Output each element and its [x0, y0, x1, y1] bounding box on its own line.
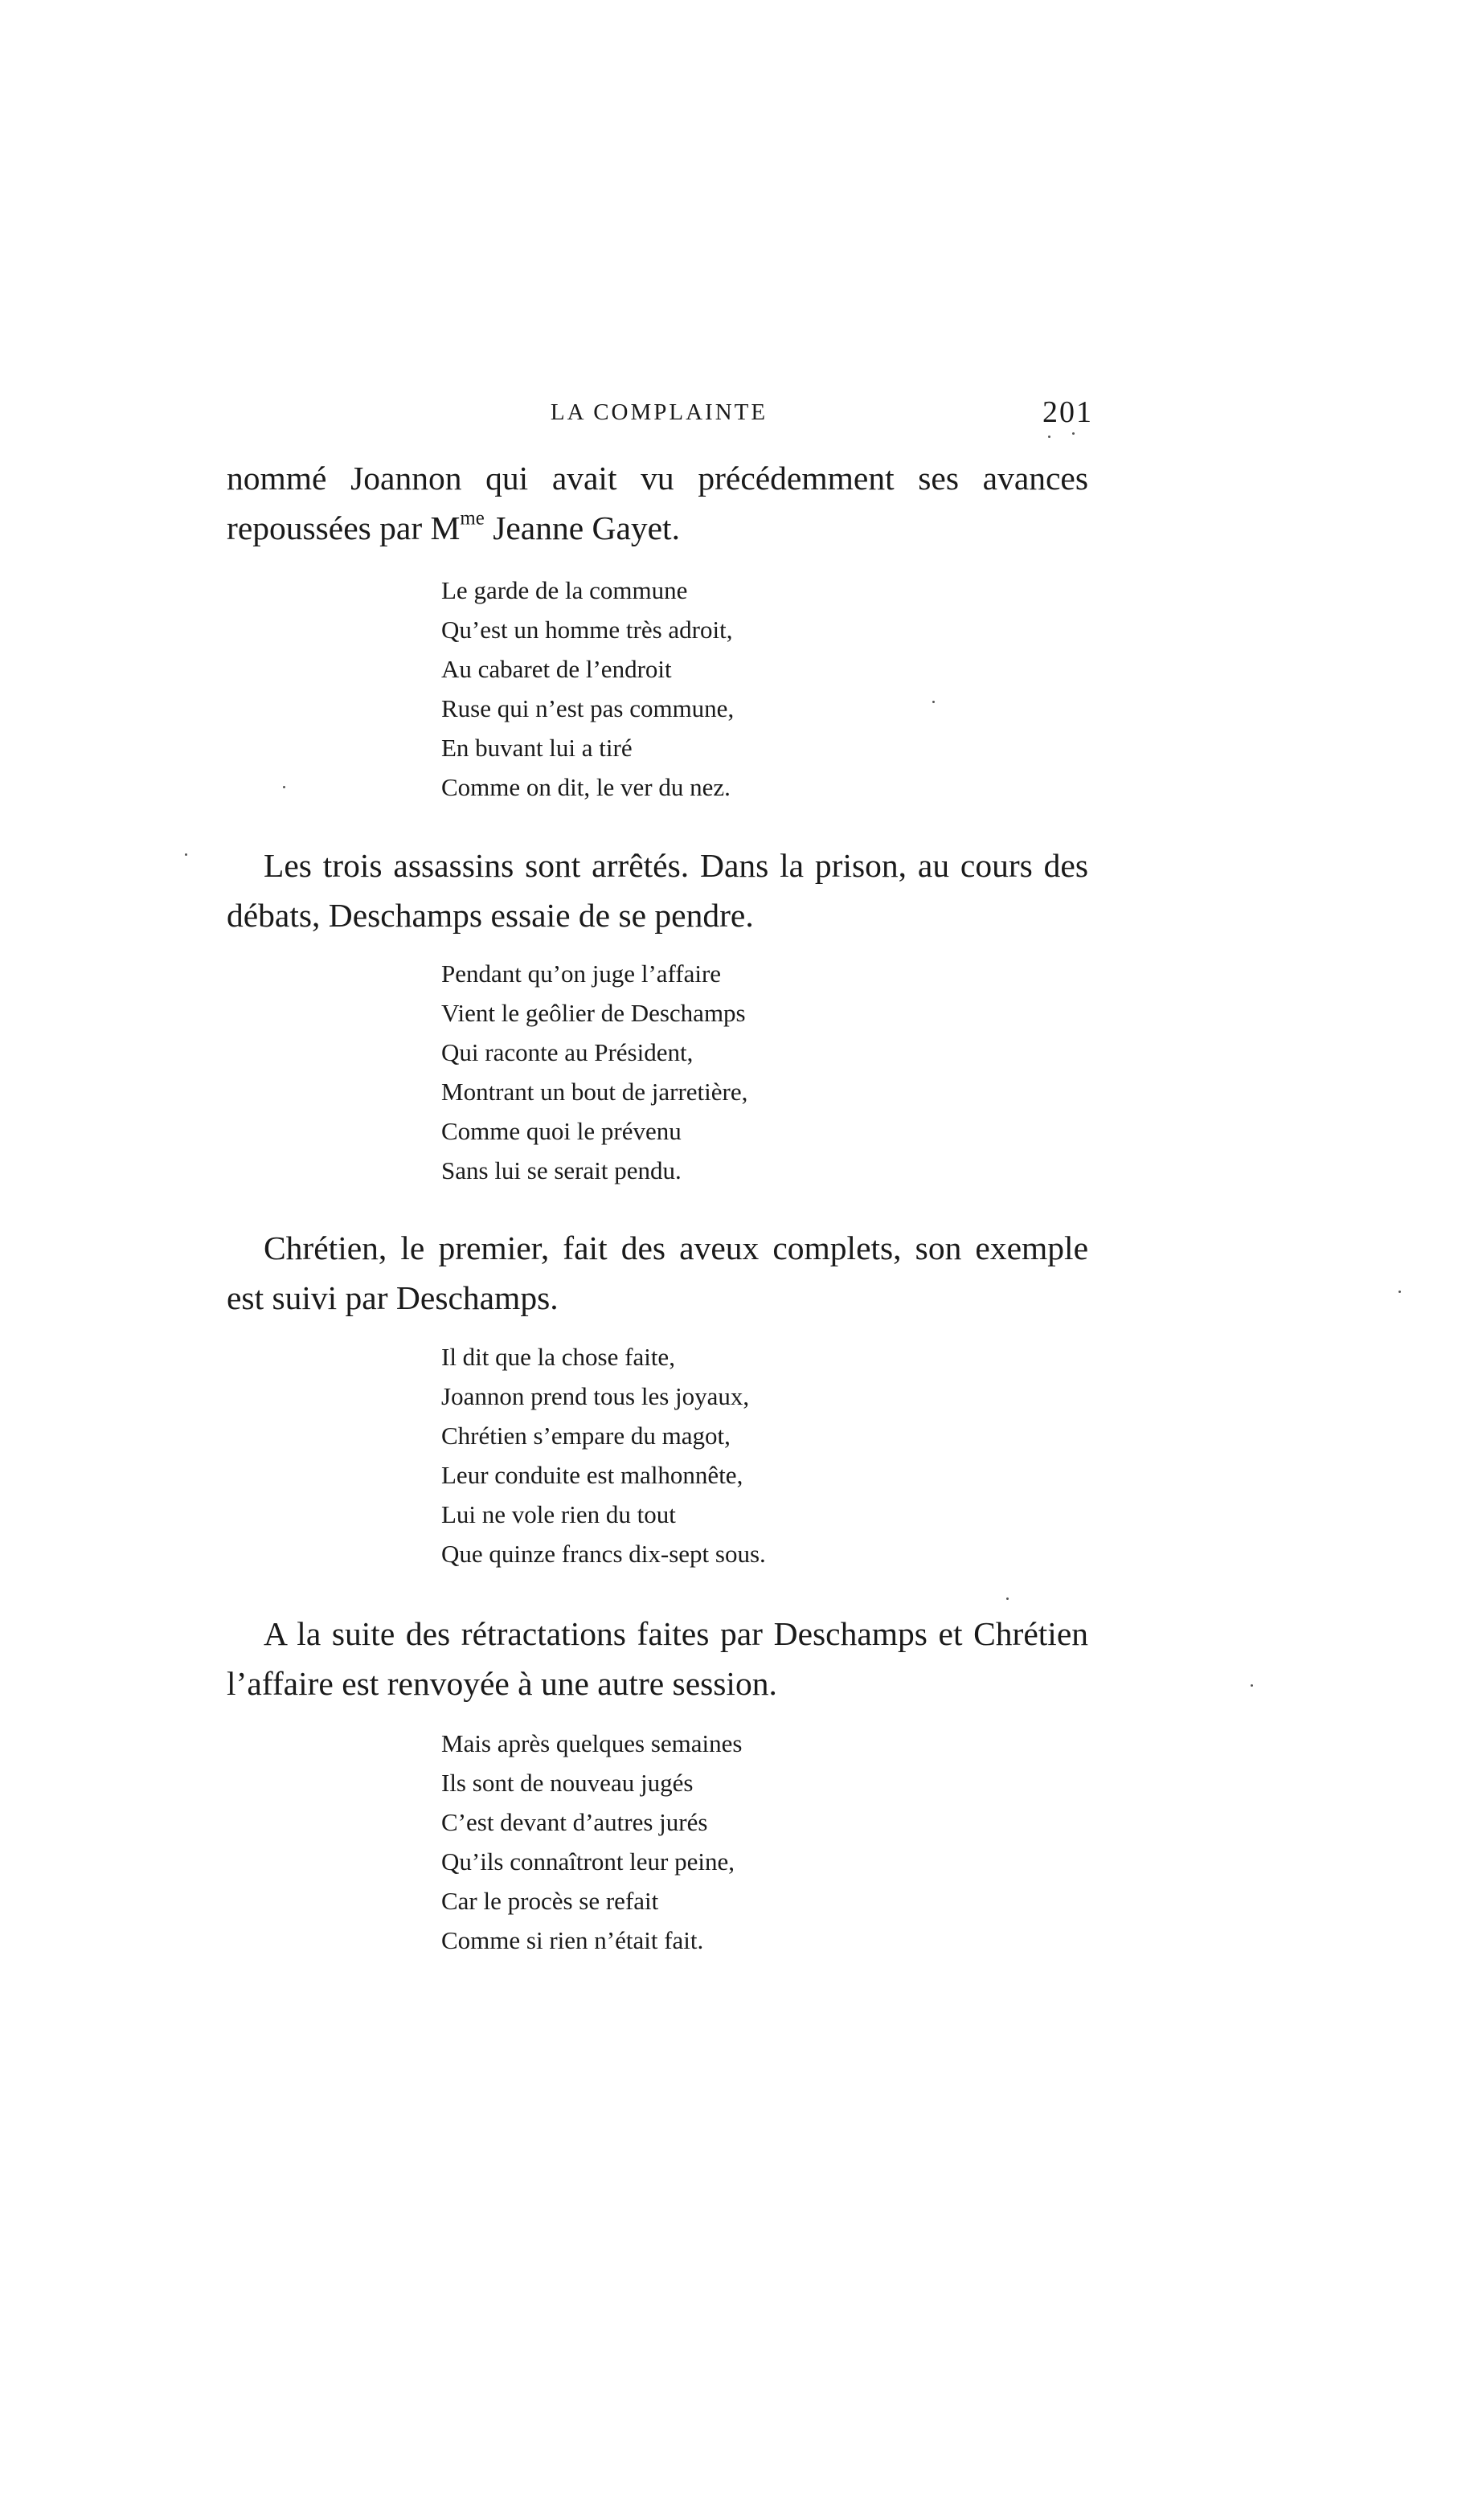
verse-line: Qui raconte au Président,	[441, 1038, 694, 1066]
page-number: 201	[1042, 395, 1093, 429]
verse-line: Qu’ils connaîtront leur peine,	[441, 1847, 735, 1876]
verse-line: Mais après quelques semaines	[441, 1729, 743, 1757]
scan-speck	[283, 786, 285, 788]
paragraph-1-superscript: me	[460, 507, 485, 530]
scan-speck	[1251, 1684, 1253, 1687]
verse-line: Leur conduite est malhonnête,	[441, 1461, 743, 1489]
verse-line: Comme quoi le prévenu	[441, 1117, 682, 1145]
verse-line: Qu’est un homme très adroit,	[441, 616, 733, 644]
paragraph-4-text: A la suite des rétractations faites par Deschamps et Chrétien l’affaire est renvoyée à une autre session.	[227, 1615, 1088, 1702]
verse-line: Au cabaret de l’endroit	[441, 655, 672, 683]
paragraph-4	[227, 1609, 1088, 1708]
paragraph-2-text: Les trois assassins sont arrêtés. Dans la prison, au cours des débats, Deschamps essaie de se pendre.	[227, 847, 1088, 934]
verse-line: Ruse qui n’est pas commune,	[441, 694, 735, 722]
paragraph-3	[227, 1223, 1088, 1323]
verse-line: Ils sont de nouveau jugés	[441, 1769, 694, 1797]
verse-line: Montrant un bout de jarretière,	[441, 1078, 748, 1106]
verse-line: Comme si rien n’était fait.	[441, 1926, 704, 1954]
paragraph-2	[227, 841, 1088, 940]
stanza-1	[441, 571, 734, 807]
verse-line: Comme on dit, le ver du nez.	[441, 773, 731, 801]
verse-line: C’est devant d’autres jurés	[441, 1808, 708, 1836]
verse-line: Le garde de la commune	[441, 576, 688, 604]
verse-line: Lui ne vole rien du tout	[441, 1500, 676, 1528]
verse-line: Vient le geôlier de Deschamps	[441, 999, 746, 1027]
scan-speck	[1398, 1291, 1401, 1293]
verse-line: Sans lui se serait pendu.	[441, 1156, 682, 1184]
stanza-3	[441, 1337, 766, 1573]
scan-speck	[932, 701, 935, 703]
verse-line: Joannon prend tous les joyaux,	[441, 1382, 750, 1410]
verse-line: Chrétien s’empare du magot,	[441, 1422, 731, 1450]
verse-line: Que quinze francs dix-sept sous.	[441, 1540, 766, 1568]
scan-speck	[1006, 1598, 1009, 1600]
scan-speck	[185, 853, 187, 856]
scan-speck	[1072, 432, 1075, 435]
stanza-4	[441, 1724, 742, 1960]
scan-speck	[1048, 436, 1050, 438]
running-title: LA COMPLAINTE	[550, 399, 768, 425]
verse-line: Pendant qu’on juge l’affaire	[441, 959, 722, 988]
verse-line: En buvant lui a tiré	[441, 734, 633, 762]
paragraph-1	[227, 453, 1088, 553]
paragraph-1-text: nommé Joannon qui avait vu précédemment ses avances repoussées par M	[227, 460, 1088, 546]
verse-line: Il dit que la chose faite,	[441, 1343, 675, 1371]
paragraph-3-text: Chrétien, le premier, fait des aveux complets, son exemple est suivi par Deschamps.	[227, 1229, 1088, 1316]
stanza-2	[441, 954, 747, 1190]
running-head	[225, 392, 1093, 432]
paragraph-1-text-end: Jeanne Gayet.	[484, 509, 680, 546]
verse-line: Car le procès se refait	[441, 1887, 659, 1915]
